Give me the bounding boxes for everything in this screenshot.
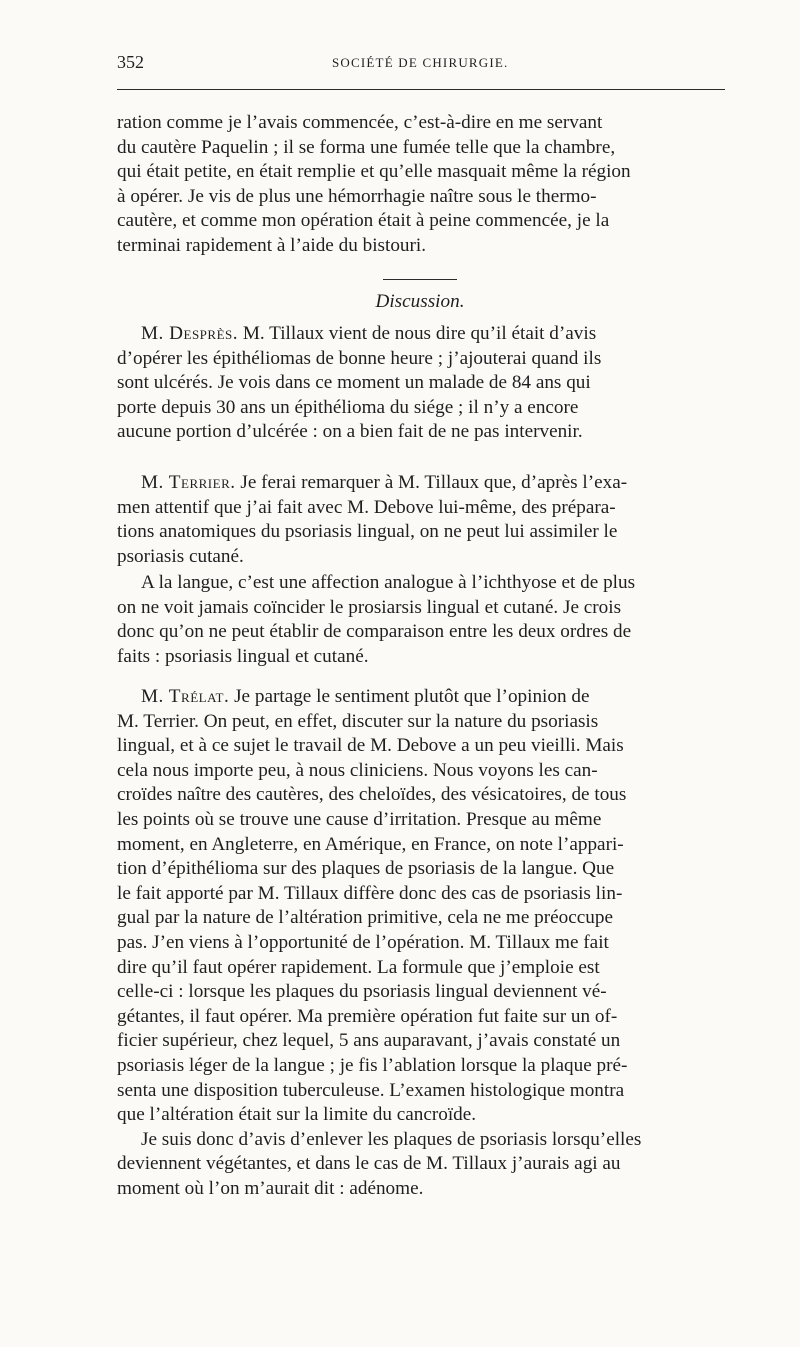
speaker-name: M. Terrier.: [141, 472, 236, 493]
text-line: qui était petite, en était remplie et qu’elle masquait même la région: [117, 161, 631, 183]
speaker-name: M. Trélat.: [141, 686, 230, 707]
text-line: gual par la nature de l’altération primitive, cela ne me préoccupe: [117, 907, 613, 929]
text-line: à opérer. Je vis de plus une hémorrhagie naître sous le thermo-: [117, 185, 597, 207]
text-line: cautère, et comme mon opération était à peine commencée, je la: [117, 210, 610, 232]
text-line: faits : psoriasis lingual et cutané.: [117, 645, 369, 667]
text-line: aucune portion d’ulcérée : on a bien fait de ne pas intervenir.: [117, 421, 583, 443]
text-line: croïdes naître des cautères, des cheloïdes, des vésicatoires, de tous: [117, 784, 627, 806]
header-rule: [117, 89, 725, 90]
line-text: Je partage le sentiment plutôt que l’opinion de: [234, 686, 590, 707]
text-line: du cautère Paquelin ; il se forma une fumée telle que la chambre,: [117, 136, 616, 158]
page-number: 352: [117, 52, 144, 72]
text-line: Je suis donc d’avis d’enlever les plaques de psoriasis lorsqu’elles: [141, 1128, 642, 1150]
text-line: ficier supérieur, chez lequel, 5 ans auparavant, j’avais constaté un: [117, 1030, 621, 1052]
text-line: psoriasis cutané.: [117, 545, 244, 567]
despres-paragraph: [117, 322, 727, 445]
text-line: men attentif que j’ai fait avec M. Debove lui-même, des prépara-: [117, 496, 616, 518]
terrier-continued-paragraph: [117, 571, 727, 669]
text-line: dire qu’il faut opérer rapidement. La formule que j’emploie est: [117, 956, 600, 978]
text-line: A la langue, c’est une affection analogue à l’ichthyose et de plus: [141, 572, 636, 593]
text-line: tions anatomiques du psoriasis lingual, on ne peut lui assimiler le: [117, 521, 618, 543]
trelat-paragraph: [117, 685, 727, 1201]
text-line: cela nous importe peu, à nous cliniciens. Nous voyons les can-: [117, 759, 598, 781]
line-text: Je ferai remarquer à M. Tillaux que, d’après l’exa-: [240, 472, 628, 493]
text-line: deviennent végétantes, et dans le cas de M. Tillaux j’aurais agi au: [117, 1153, 621, 1175]
text-line: donc qu’on ne peut établir de comparaison entre les deux ordres de: [117, 621, 632, 643]
terrier-paragraph: [117, 471, 727, 569]
text-line: [117, 685, 727, 710]
section-title: Discussion.: [375, 291, 465, 312]
line-text: M. Tillaux vient de nous dire qu’il était d’avis: [242, 323, 597, 344]
text-line: le fait apporté par M. Tillaux diffère donc des cas de psoriasis lin-: [117, 882, 623, 904]
text-line: gétantes, il faut opérer. Ma première opération fut faite sur un of-: [117, 1005, 618, 1027]
section-separator: [383, 279, 457, 280]
text-line: sont ulcérés. Je vois dans ce moment un malade de 84 ans qui: [117, 372, 591, 394]
speaker-name: M. Desprès.: [141, 323, 239, 344]
text-line: celle-ci : lorsque les plaques du psoriasis lingual deviennent vé-: [117, 981, 607, 1003]
text-line: [117, 322, 727, 347]
text-line: ration comme je l’avais commencée, c’est-à-dire en me servant: [117, 112, 603, 133]
text-line: [117, 471, 727, 496]
running-head: SOCIÉTÉ DE CHIRURGIE.: [332, 55, 509, 70]
text-line: senta une disposition tuberculeuse. L’examen histologique montra: [117, 1079, 625, 1101]
text-line: les points où se trouve une cause d’irritation. Presque au même: [117, 808, 602, 830]
text-line: moment où l’on m’aurait dit : adénome.: [117, 1177, 424, 1199]
text-line: que l’altération était sur la limite du cancroïde.: [117, 1104, 477, 1126]
text-line: lingual, et à ce sujet le travail de M. Debove a un peu vieilli. Mais: [117, 735, 624, 757]
intro-paragraph: [117, 111, 727, 259]
text-line: d’opérer les épithéliomas de bonne heure ; j’ajouterai quand ils: [117, 347, 602, 369]
text-line: moment, en Angleterre, en Amérique, en France, on note l’appari-: [117, 833, 624, 855]
text-line: terminai rapidement à l’aide du bistouri.: [117, 234, 427, 256]
text-line: M. Terrier. On peut, en effet, discuter sur la nature du psoriasis: [117, 710, 599, 732]
text-line: on ne voit jamais coïncider le prosiarsis lingual et cutané. Je crois: [117, 596, 622, 618]
text-line: porte depuis 30 ans un épithélioma du siége ; il n’y a encore: [117, 396, 579, 418]
page-header: [117, 52, 727, 76]
text-line: pas. J’en viens à l’opportunité de l’opération. M. Tillaux me fait: [117, 931, 609, 953]
text-line: psoriasis léger de la langue ; je fis l’ablation lorsque la plaque pré-: [117, 1054, 628, 1076]
text-line: tion d’épithélioma sur des plaques de psoriasis de la langue. Que: [117, 858, 615, 880]
